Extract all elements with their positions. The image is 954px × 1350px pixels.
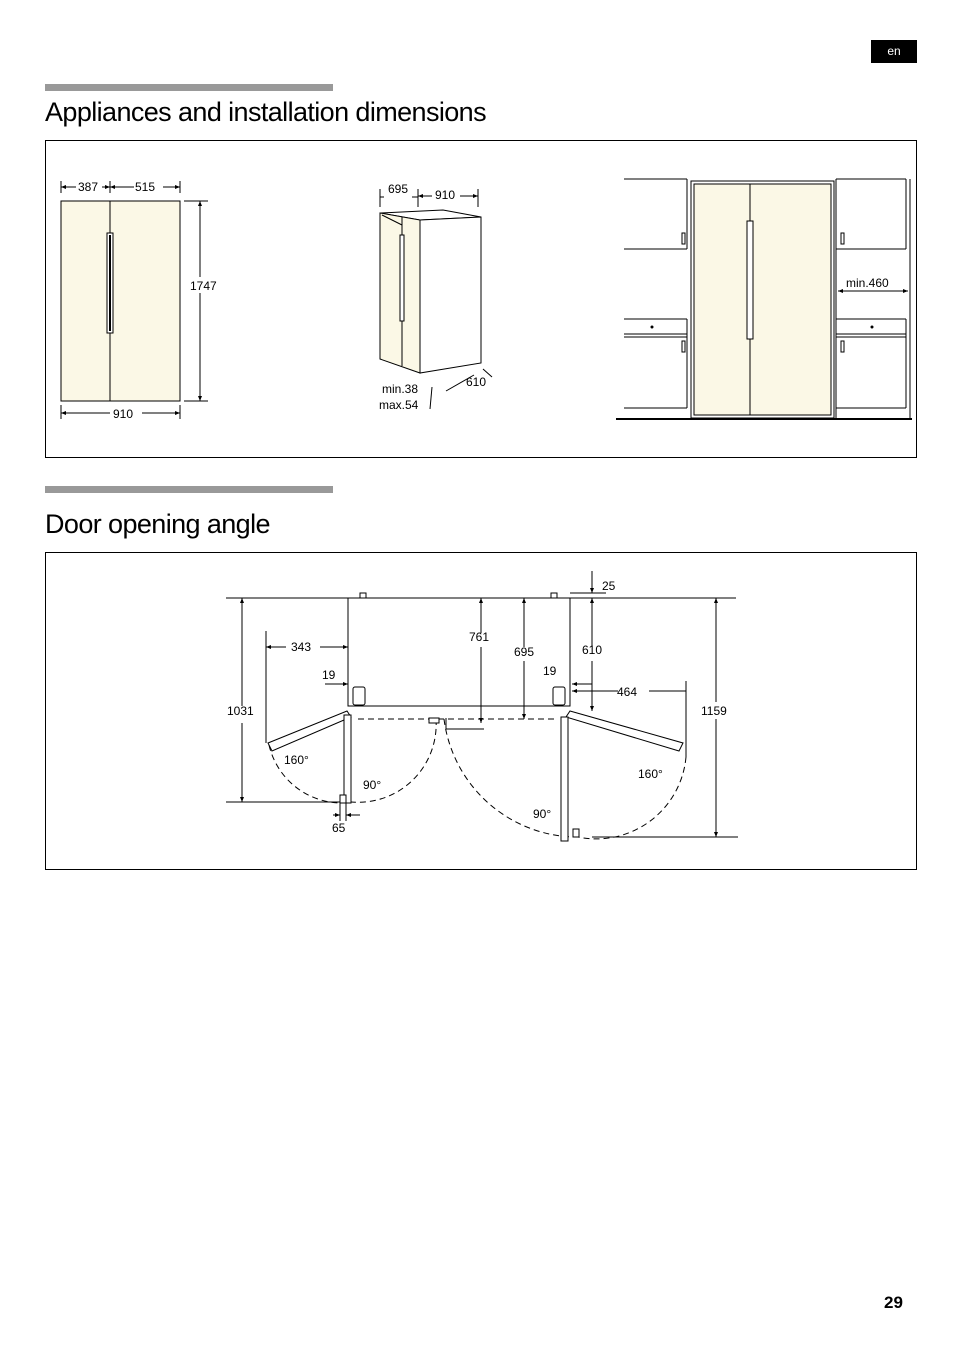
dim-19-right: 19 (543, 664, 557, 678)
front-view-fridge (61, 181, 208, 419)
section-divider-bar (45, 84, 333, 91)
page-number: 29 (884, 1293, 903, 1312)
dim-side-gap-min: min.38 (382, 382, 419, 396)
dim-695: 695 (514, 645, 535, 659)
section-title-installation: Appliances and installation dimensions (45, 97, 486, 127)
dim-side-width: 910 (435, 188, 456, 202)
dim-1031: 1031 (227, 704, 254, 718)
built-in-view-fridge (616, 179, 912, 419)
dim-side-gap-max: max.54 (379, 398, 419, 412)
angle-160-right: 160° (638, 767, 663, 781)
language-badge: en (871, 40, 917, 63)
dim-front-left-door: 387 (78, 180, 99, 194)
dim-front-total-width: 910 (113, 407, 134, 421)
angle-90-left: 90° (363, 778, 382, 792)
dim-front-height: 1747 (190, 279, 217, 293)
dim-1159: 1159 (701, 704, 727, 718)
section-title-door-angle: Door opening angle (45, 509, 270, 539)
dim-610: 610 (582, 643, 603, 657)
dim-cabinet-clearance: min.460 (846, 276, 889, 290)
dim-side-depth-body: 610 (466, 375, 487, 389)
dim-464: 464 (617, 685, 638, 699)
dim-19-left: 19 (322, 668, 336, 682)
dim-65: 65 (332, 821, 346, 835)
dim-side-depth: 695 (388, 182, 409, 196)
dim-761: 761 (469, 630, 490, 644)
door-opening-angle-figure (45, 552, 917, 870)
angle-90-right: 90° (533, 807, 552, 821)
installation-dimensions-figure (45, 140, 917, 458)
fridge-top-view (348, 593, 570, 706)
dim-25: 25 (602, 579, 616, 593)
angle-160-left: 160° (284, 753, 309, 767)
dim-343: 343 (291, 640, 312, 654)
section-divider-bar (45, 486, 333, 493)
dim-front-right-door: 515 (135, 180, 156, 194)
